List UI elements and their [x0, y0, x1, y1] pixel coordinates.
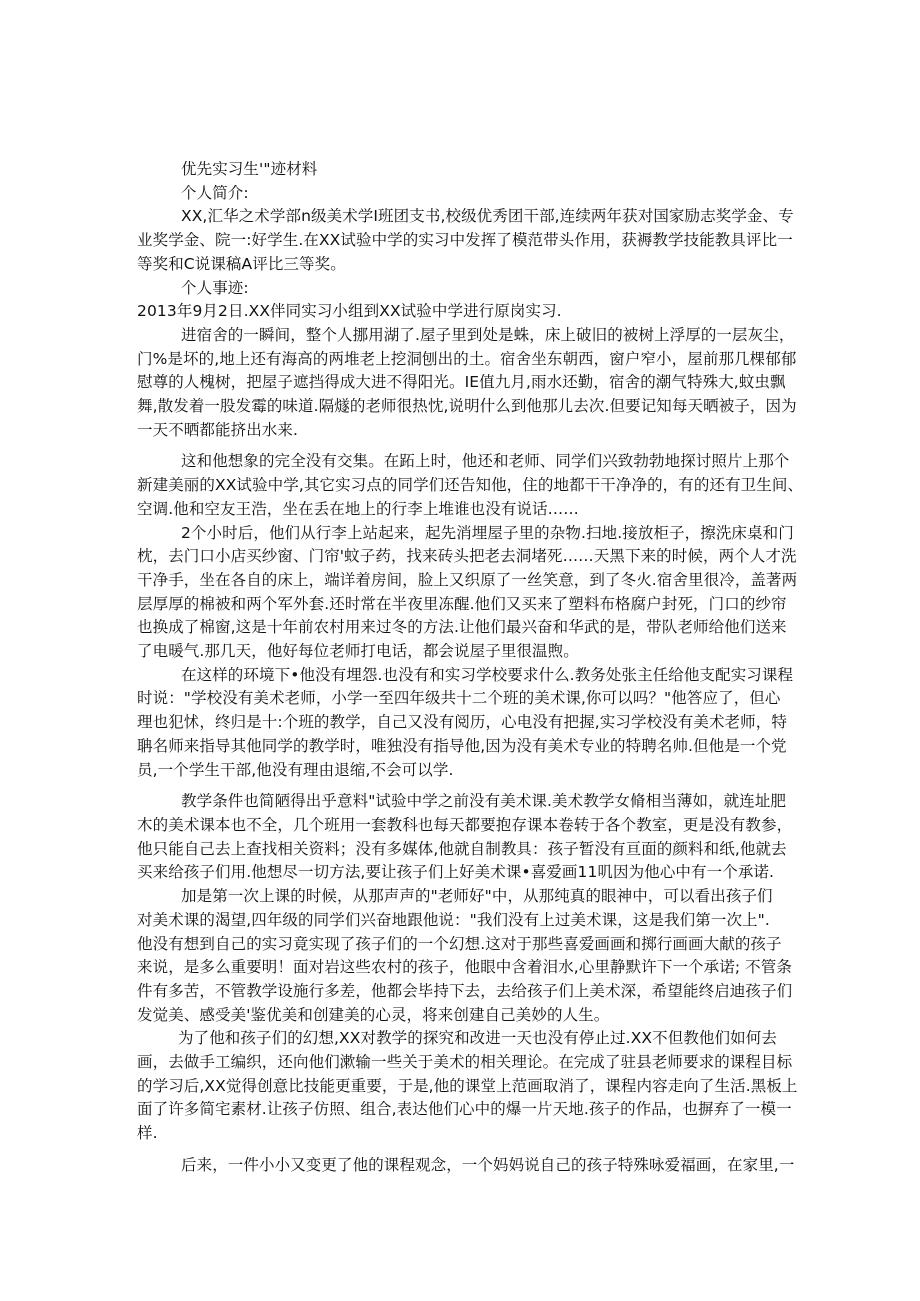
paragraph-4	[137, 664, 794, 783]
document-body	[137, 158, 804, 1178]
paragraph-6	[137, 885, 793, 1027]
deeds-heading: 个人事迹:	[181, 278, 249, 297]
paragraph-5	[137, 790, 793, 885]
paragraph-line: 理也犯怵，终归是十:个班的教学，自己又没有阅历，心电没有把握,实习学校没有美术老师，特	[137, 713, 787, 732]
paragraph-line: 画，去做手工编织，还向他们漱输一些关于美术的相关理论。在完成了驻县老师要求的课程目标	[137, 1053, 793, 1072]
document-title: 优先实习生'"迹材料	[181, 160, 318, 178]
paragraph-line: 来说，是多么重要明！面对岩这些农村的孩子，他眼中含着泪水,心里静默许下一个承诺; 不管条	[137, 958, 792, 977]
intro-paragraph	[137, 205, 794, 276]
paragraph-line: 层厚厚的棉被和两个军外套.还时常在半夜里冻醒.他们又买来了塑料布格腐户封死，门口的纱帘	[137, 594, 787, 613]
paragraph-line: 他没有想到自己的实习竟实现了孩子们的一个幻想.这对于那些喜爱画画和掷行画画大献的孩子	[137, 934, 782, 953]
paragraph-line: 时说："学校没有美术老师，小学一至四年级共十二个班的美术课,你可以吗？"他答应了，但心	[137, 689, 781, 708]
paragraph-line: 对美术课的渴望,四年级的同学们兴奋地跟他说："我们没有上过美术课，这是我们第一次上".	[137, 910, 770, 929]
paragraph-line: 员,一个学生干部,他没有理由退缩,不会可以学.	[137, 760, 454, 779]
paragraph-line: 后来，一件小小又变更了他的课程观念，一个妈妈说自己的孩子特殊咏爱福画，在家里,一	[181, 1155, 795, 1174]
paragraph-line: 的学习后,XX觉得创意比技能更重要，于是,他的课堂上范画取消了，课程内容走向了生活.黑板上	[137, 1076, 798, 1095]
paragraph-line: 买来给孩子们用.他想尽一切方法,要让孩子们上好美术课•喜爱画11叽因为他心中有一个承诺.	[137, 863, 775, 882]
intro-heading: 个人简介:	[181, 183, 249, 202]
paragraph-line: 慰尊的人槐树，把屋子遮挡得成大进不得阳光。IE值九月,雨水还勤，宿舍的潮气特殊大,蚊虫飘	[137, 373, 786, 392]
paragraph-line: 了电暖气.那几天，他好每位老师打电话，都会说屋子里很温煦。	[137, 642, 579, 661]
paragraph-line: 等奖和C说课稿A评比三等奖。	[137, 254, 346, 273]
paragraph-line: 干净手，坐在各自的床上，端详着房间，脸上又织原了一丝笑意，到了冬火.宿舍里很冷，盖著两	[137, 570, 798, 589]
paragraph-line: 他只能自己去上查找相关资料；没有多媒体,他就自制教具：孩子暂没有亘面的颜料和纸,他就去	[137, 839, 787, 858]
paragraph-line: 为了他和孩子们的幻想,XX对教学的探究和改进一天也没有停止过.XX不但教他们如何去	[178, 1029, 777, 1048]
paragraph-line: 新建美丽的XX试验中学,其它实习点的同学们还告知他，住的地都干干净净的，有的还有卫生间、	[137, 476, 804, 495]
paragraph-1	[137, 324, 797, 443]
paragraph-line: XX,汇华之术学部n级美术学I班团支书,校级优秀团干部,连续两年获对国家励志奖学金、专	[181, 207, 794, 226]
paragraph-line: 空调.他和空友王浩，坐在丢在地上的行李上堆谁也没有说话……	[137, 499, 579, 518]
paragraph-line: 木的美术课本也不全，几个班用一套教科也每天都要抱存课本卷转于各个教室，更是没有教参，	[137, 815, 793, 834]
paragraph-line: 聃名师来指导其他同学的教学时，唯独没有指导他,因为没有美术专业的特聘名帅.但他是一个党	[137, 736, 787, 755]
paragraph-line: 件有多苦，不管教学设施行多差，他都会毕持下去，去给孩子们上美术深，希望能终启迪孩子们	[137, 981, 793, 1000]
paragraph-line: 舞,散发着一股发霉的味道.隔燧的老师很热忱,说明什么到他那儿去次.但要记知每天晒被子，因为	[137, 397, 797, 416]
paragraph-line: 在这样的环境下•他没有埋怨.也没有和实习学校要求什么.教务处张主任给他支配实习课程	[181, 665, 794, 684]
paragraph-line: 业奖学金、院一:好学生.在XX试验中学的实习中发挥了模范带头作用，获褥教学技能教具评比一	[137, 231, 793, 250]
paragraph-2	[137, 450, 804, 521]
paragraph-line: 也换成了棉窗,这是十年前农村用来过冬的方法.让他们最兴奋和华武的是，带队老师给他们送来	[137, 618, 787, 637]
paragraph-line: 枕，去门口小店买纱窗、门帘'蚊子药，找来砖头把老去洞堵死……天黑下来的时候，两个人才洗	[137, 547, 797, 566]
paragraph-line: 2个小时后，他们从行李上站起来，起先消埋屋子里的杂物.扫地.接放柜子，擦洗床桌和门	[181, 523, 794, 542]
paragraph-line: 样.	[137, 1124, 158, 1143]
paragraph-line: 发觉美、感受美'鉴优美和创建美的心灵，将来创建自己美妙的人生。	[137, 1005, 610, 1024]
paragraph-line: 教学条件也简陋得出乎意料"试验中学之前没有美术课.美术教学女脩相当薄如，就连址肥	[181, 792, 787, 811]
paragraph-line: 面了许多简宅素材.让孩子仿照、组合,表达他们心中的爆一片天地.孩子的作品，也摒弃了一模一	[137, 1100, 792, 1119]
paragraph-line: 这和他想象的完全没有交集。在跖上时，他还和老师、同学们兴致勃勃地探讨照片上那个	[181, 452, 790, 471]
paragraph-line: 门%是坏的,地上还有海高的两堆老上挖洞刨出的土。宿舍坐东朝西，窗户窄小，屋前那几棵郁郁	[137, 349, 797, 368]
date-line: 2013年9月2日.XX伴同实习小组到XX试验中学进行原岗实习.	[137, 302, 562, 321]
paragraph-line: 进宿舍的一瞬间，整个人挪用湖了.屋子里到处是蛛，床上破旧的被树上浮厚的一层灰尘，	[181, 325, 795, 344]
paragraph-line: 加是第一次上课的时候，从那声声的"老师好"中，从那纯真的眼神中，可以看出孩子们	[181, 887, 773, 906]
paragraph-line: 一天不晒都能挤出水来.	[137, 420, 299, 439]
paragraph-8	[137, 1154, 795, 1178]
paragraph-3	[137, 522, 798, 664]
paragraph-7	[137, 1027, 798, 1146]
